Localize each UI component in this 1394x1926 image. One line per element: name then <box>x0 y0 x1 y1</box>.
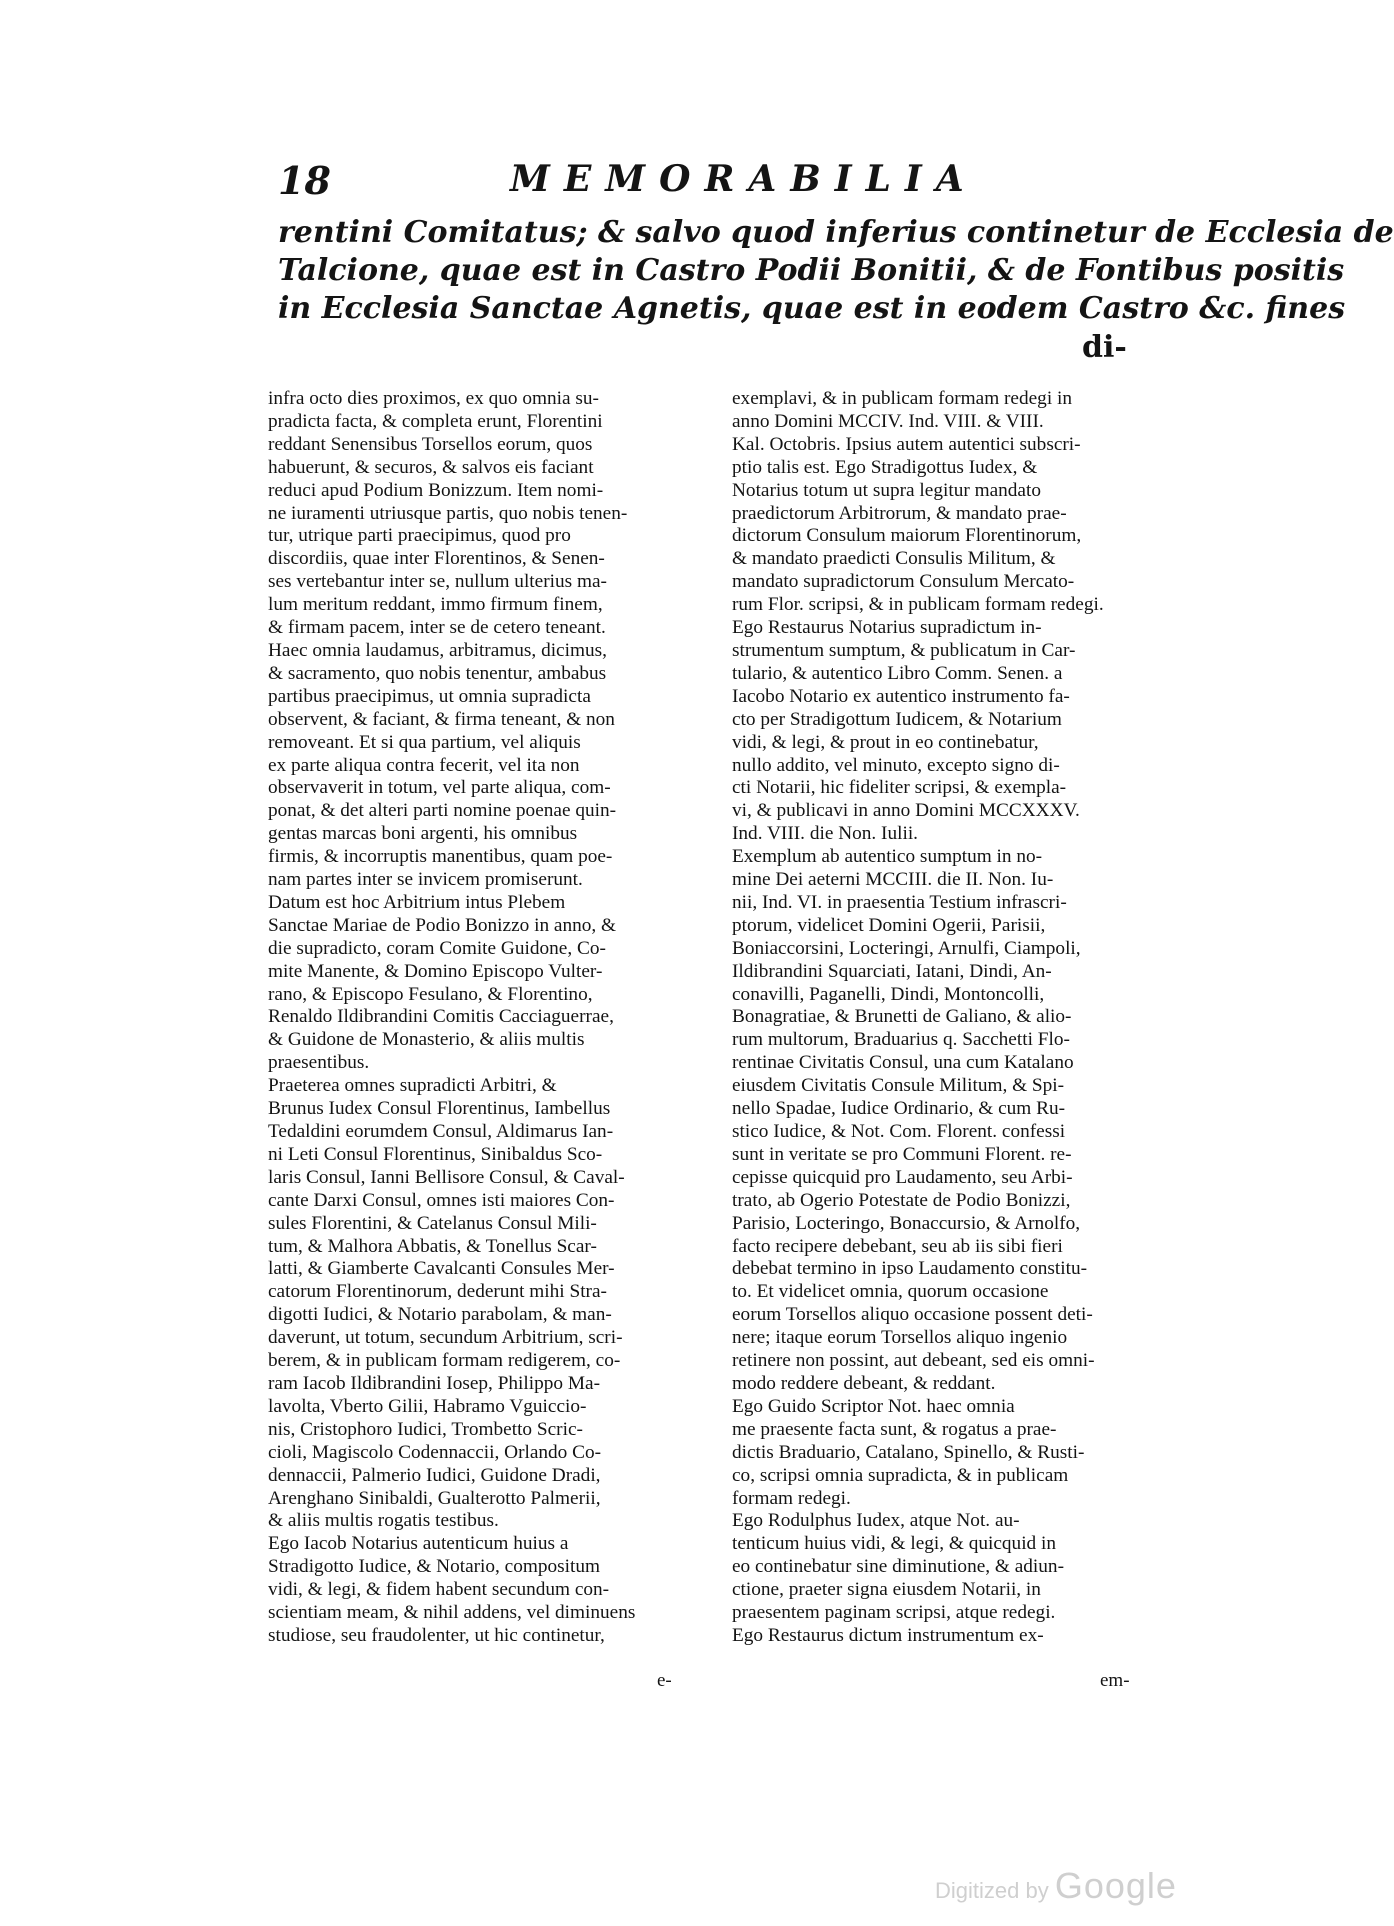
intro-hyphen-end: di- <box>1082 330 1127 365</box>
text-line: mine Dei aeterni MCCIII. die II. Non. Iu- <box>732 869 1054 891</box>
text-line: praesentem paginam scripsi, atque redegi. <box>732 1602 1056 1624</box>
text-line: Datum est hoc Arbitrium intus Plebem <box>268 891 566 913</box>
text-line: tur, utrique parti praecipimus, quod pro <box>268 525 571 547</box>
text-line: rentinae Civitatis Consul, una cum Katalano <box>732 1052 1074 1074</box>
watermark-prefix: Digitized by <box>935 1878 1049 1903</box>
text-line: rano, & Episcopo Fesulano, & Florentino, <box>268 983 593 1005</box>
text-line: daverunt, ut totum, secundum Arbitrium, scri- <box>268 1327 623 1349</box>
text-line: nere; itaque eorum Torsellos aliquo ingenio <box>732 1327 1068 1349</box>
text-line: Arenghano Sinibaldi, Gualterotto Palmerii, <box>268 1487 601 1509</box>
text-line: ses vertebantur inter se, nullum ulterius ma- <box>268 571 607 593</box>
text-line: Renaldo Ildibrandini Comitis Cacciaguerrae, <box>268 1006 614 1028</box>
text-line: Brunus Iudex Consul Florentinus, Iambellus <box>268 1098 611 1120</box>
text-line: Ind. VIII. die Non. Iulii. <box>732 823 918 845</box>
running-head: MEMORABILIA <box>510 158 978 200</box>
intro-line: Talcione, quae est in Castro Podii Bonitii, & de Fontibus positis <box>278 253 1345 288</box>
text-line: sules Florentini, & Catelanus Consul Mili- <box>268 1212 597 1234</box>
text-line: & mandato praedicti Consulis Militum, & <box>732 548 1056 570</box>
text-line: die supradicto, coram Comite Guidone, Co- <box>268 937 606 959</box>
text-line: firmis, & incorruptis manentibus, quam poe- <box>268 846 613 868</box>
text-line: Ego Rodulphus Iudex, atque Not. au- <box>732 1510 1020 1532</box>
text-line: facto recipere debebant, seu ab iis sibi fieri <box>732 1235 1063 1257</box>
text-line: cti Notarii, hic fideliter scripsi, & exempla- <box>732 777 1067 799</box>
text-line: nii, Ind. VI. in praesentia Testium infrascri- <box>732 891 1067 913</box>
text-line: ptorum, videlicet Domini Ogerii, Parisii, <box>732 914 1046 936</box>
intro-line: in Ecclesia Sanctae Agnetis, quae est in eodem Castro &c. fines <box>278 291 1346 326</box>
text-line: cepisse quicquid pro Laudamento, seu Arbi- <box>732 1166 1073 1188</box>
text-line: co, scripsi omnia supradicta, & in publicam <box>732 1464 1069 1486</box>
text-line: nam partes inter se invicem promiserunt. <box>268 869 583 891</box>
text-line: nello Spadae, Iudice Ordinario, & cum Ru- <box>732 1098 1066 1120</box>
text-line: conavilli, Paganelli, Dindi, Montoncolli, <box>732 983 1045 1005</box>
text-line: ponat, & det alteri parti nomine poenae quin- <box>268 800 617 822</box>
text-line: Ego Restaurus Notarius supradictum in- <box>732 617 1042 639</box>
text-line: vidi, & legi, & prout in eo continebatur, <box>732 731 1039 753</box>
text-line: Kal. Octobris. Ipsius autem autentici subscri- <box>732 433 1081 455</box>
text-line: dictis Braduario, Catalano, Spinello, & Rusti- <box>732 1441 1085 1463</box>
text-line: retinere non possint, aut debeant, sed eis omni- <box>732 1350 1095 1372</box>
text-line: & Guidone de Monasterio, & aliis multis <box>268 1029 585 1051</box>
text-line: lavolta, Vberto Gilii, Habramo Vguiccio- <box>268 1395 587 1417</box>
text-line: Sanctae Mariae de Podio Bonizzo in anno, & <box>268 914 617 936</box>
text-line: rum multorum, Braduarius q. Sacchetti Flo- <box>732 1029 1070 1051</box>
text-line: Exemplum ab autentico sumptum in no- <box>732 846 1043 868</box>
text-line: ne iuramenti utriusque partis, quo nobis tenen- <box>268 502 628 524</box>
text-line: nullo addito, vel minuto, excepto signo di- <box>732 754 1060 776</box>
text-line: ctione, praeter signa eiusdem Notarii, in <box>732 1579 1041 1601</box>
text-line: dennaccii, Palmerio Iudici, Guidone Dradi, <box>268 1464 601 1486</box>
text-line: nis, Cristophoro Iudici, Trombetto Scric- <box>268 1418 583 1440</box>
text-line: cioli, Magiscolo Codennaccii, Orlando Co- <box>268 1441 602 1463</box>
text-line: eiusdem Civitatis Consule Militum, & Spi- <box>732 1075 1065 1097</box>
intro-line: rentini Comitatus; & salvo quod inferius continetur de Ecclesia de <box>278 215 1394 250</box>
text-line: Iacobo Notario ex autentico instrumento fa- <box>732 685 1070 707</box>
text-line: Ildibrandini Squarciati, Iatani, Dindi, An- <box>732 960 1052 982</box>
text-line: Praeterea omnes supradicti Arbitri, & <box>268 1075 557 1097</box>
text-line: latti, & Giamberte Cavalcanti Consules Mer- <box>268 1258 615 1280</box>
text-line: Haec omnia laudamus, arbitramus, dicimus, <box>268 639 607 661</box>
text-line: Boniaccorsini, Locteringi, Arnulfi, Ciampoli, <box>732 937 1081 959</box>
text-line: rum Flor. scripsi, & in publicam formam redegi. <box>732 594 1104 616</box>
text-line: Bonagratiae, & Brunetti de Galiano, & alio- <box>732 1006 1072 1028</box>
text-line: praedictorum Arbitrorum, & mandato prae- <box>732 502 1067 524</box>
text-line: discordiis, quae inter Florentinos, & Senen- <box>268 548 605 570</box>
text-line: formam redegi. <box>732 1487 851 1509</box>
text-line: removeant. Et si qua partium, vel aliquis <box>268 731 581 753</box>
text-line: ptio talis est. Ego Stradigottus Iudex, & <box>732 456 1038 478</box>
text-line: Ego Iacob Notarius autenticum huius a <box>268 1533 569 1555</box>
text-line: vi, & publicavi in anno Domini MCCXXXV. <box>732 800 1080 822</box>
text-line: lum meritum reddant, immo firmum finem, <box>268 594 603 616</box>
text-line: ram Iacob Ildibrandini Iosep, Philippo Ma- <box>268 1372 600 1394</box>
text-line: mandato supradictorum Consulum Mercato- <box>732 571 1075 593</box>
text-line: vidi, & legi, & fidem habent secundum con- <box>268 1579 610 1601</box>
text-line: observent, & faciant, & firma teneant, & non <box>268 708 615 730</box>
text-line: reduci apud Podium Bonizzum. Item nomi- <box>268 479 604 501</box>
text-line: to. Et videlicet omnia, quorum occasione <box>732 1281 1049 1303</box>
text-line: tulario, & autentico Libro Comm. Senen. a <box>732 662 1063 684</box>
intro-text <box>278 214 1394 328</box>
text-line: dictorum Consulum maiorum Florentinorum, <box>732 525 1082 547</box>
text-line: Ego Guido Scriptor Not. haec omnia <box>732 1395 1015 1417</box>
text-line: & aliis multis rogatis testibus. <box>268 1510 499 1532</box>
text-line: Tedaldini eorumdem Consul, Aldimarus Ian- <box>268 1121 614 1142</box>
watermark <box>935 1865 1177 1907</box>
text-line: mite Manente, & Domino Episcopo Vulter- <box>268 960 603 982</box>
text-line: sunt in veritate se pro Communi Florent. re- <box>732 1143 1072 1165</box>
text-line: tenticum huius vidi, & legi, & quicquid in <box>732 1533 1057 1555</box>
text-line: praesentibus. <box>268 1052 370 1074</box>
right-catchword: em- <box>1100 1670 1130 1691</box>
text-line: gentas marcas boni argenti, his omnibus <box>268 823 578 845</box>
text-line: ex parte aliqua contra fecerit, vel ita non <box>268 754 580 776</box>
text-line: scientiam meam, & nihil addens, vel diminuens <box>268 1602 636 1624</box>
text-line: reddant Senensibus Torsellos eorum, quos <box>268 433 593 455</box>
text-line: digotti Iudici, & Notario parabolam, & man- <box>268 1304 612 1326</box>
text-line: modo reddere debeant, & reddant. <box>732 1372 996 1394</box>
text-line: strumentum sumptum, & publicatum in Car- <box>732 639 1076 661</box>
text-line: ni Leti Consul Florentinus, Sinibaldus Sco- <box>268 1143 603 1165</box>
text-line: Stradigotto Iudice, & Notario, compositum <box>268 1556 601 1578</box>
text-line: studiose, seu fraudolenter, ut hic continetur, <box>268 1624 605 1646</box>
right-column <box>732 388 1167 1648</box>
left-catchword: e- <box>657 1670 672 1691</box>
text-line: stico Iudice, & Not. Com. Florent. confessi <box>732 1121 1066 1142</box>
left-column <box>268 388 703 1648</box>
text-line: trato, ab Ogerio Potestate de Podio Bonizzi, <box>732 1189 1071 1211</box>
text-line: & sacramento, quo nobis tenentur, ambabus <box>268 662 607 684</box>
text-line: observaverit in totum, vel parte aliqua, com- <box>268 777 611 799</box>
text-line: eorum Torsellos aliquo occasione possent deti- <box>732 1304 1093 1326</box>
text-line: tum, & Malhora Abbatis, & Tonellus Scar- <box>268 1235 597 1257</box>
text-line: exemplavi, & in publicam formam redegi in <box>732 388 1073 409</box>
watermark-brand: Google <box>1054 1865 1177 1906</box>
text-line: habuerunt, & securos, & salvos eis faciant <box>268 456 594 478</box>
text-line: catorum Florentinorum, dederunt mihi Stra- <box>268 1281 607 1303</box>
text-line: Parisio, Locteringo, Bonaccursio, & Arnolfo, <box>732 1212 1081 1234</box>
text-line: Notarius totum ut supra legitur mandato <box>732 479 1041 501</box>
text-line: partibus praecipimus, ut omnia supradicta <box>268 685 591 707</box>
text-line: anno Domini MCCIV. Ind. VIII. & VIII. <box>732 410 1044 432</box>
text-line: Ego Restaurus dictum instrumentum ex- <box>732 1624 1044 1646</box>
text-line: laris Consul, Ianni Bellisore Consul, & Caval- <box>268 1166 625 1188</box>
text-line: berem, & in publicam formam redigerem, co- <box>268 1350 621 1372</box>
text-line: & firmam pacem, inter se de cetero teneant. <box>268 617 606 639</box>
page-number: 18 <box>278 158 331 203</box>
text-line: me praesente facta sunt, & rogatus a prae- <box>732 1418 1057 1440</box>
text-line: cante Darxi Consul, omnes isti maiores Con- <box>268 1189 615 1211</box>
text-line: pradicta facta, & completa erunt, Florentini <box>268 410 603 432</box>
text-line: debebat termino in ipso Laudamento constitu- <box>732 1258 1088 1280</box>
text-line: cto per Stradigottum Iudicem, & Notarium <box>732 708 1062 730</box>
text-line: infra octo dies proximos, ex quo omnia su- <box>268 388 599 409</box>
text-line: eo continebatur sine diminutione, & adiun- <box>732 1556 1064 1578</box>
